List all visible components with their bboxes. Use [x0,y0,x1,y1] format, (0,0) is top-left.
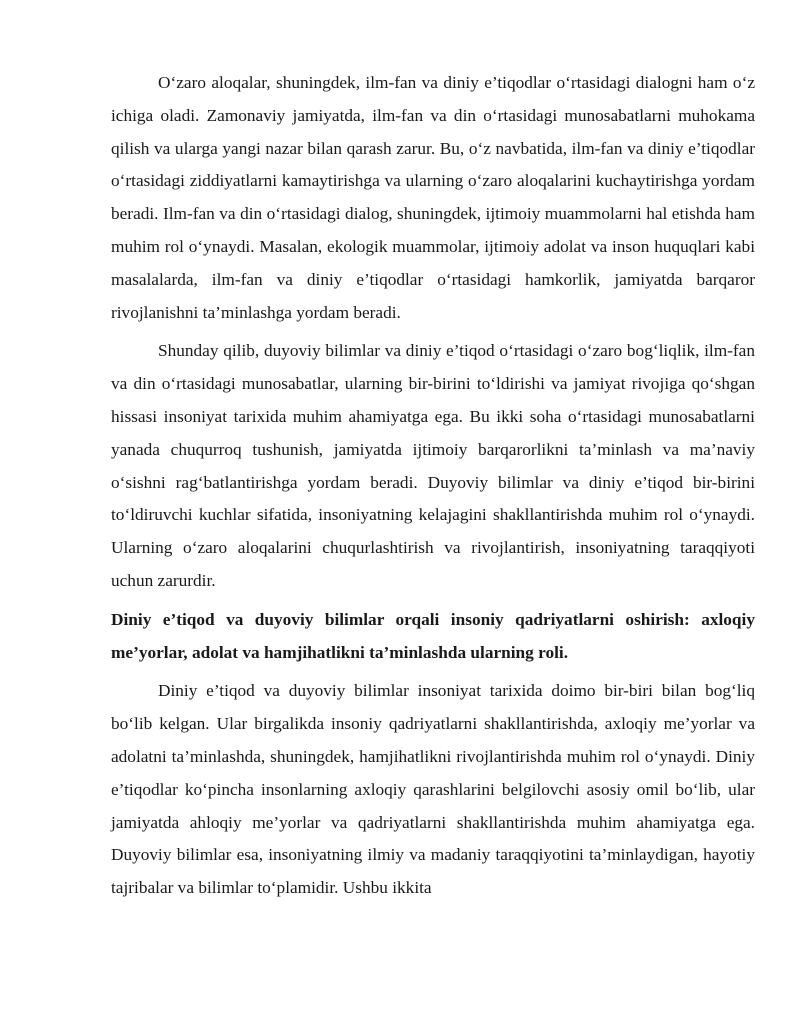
paragraph-2: Shunday qilib, duyoviy bilimlar va diniy e’tiqod o‘rtasidagi o‘zaro bog‘liqlik, ilm-fan va din o‘rtasidagi munosabatlar, ularning bir-birini to‘ldirishi va jamiyat rivojiga qo‘shgan hissasi insoniyat tarixida muhim ahamiyatga ega. Bu ikki soha o‘rtasidagi munosabatlarni yanada chuqurroq tushunish, jamiyatda ijtimoiy barqarorlikni ta’minlash va ma’naviy o‘sishni rag‘batlantirishga yordam beradi. Duyoviy bilimlar va diniy e’tiqod bir-birini to‘ldiruvchi kuchlar sifatida, insoniyatning kelajagini shakllantirishda muhim rol o‘ynaydi. Ularning o‘zaro aloqalarini chuqurlashtirish va rivojlantirish, insoniyatning taraqqiyoti uchun zarurdir. [111,341,755,590]
paragraph-1: O‘zaro aloqalar, shuningdek, ilm-fan va diniy e’tiqodlar o‘rtasidagi dialogni ham o‘z ichiga oladi. Zamonaviy jamiyatda, ilm-fan va din o‘rtasidagi munosabatlarni muhokama qilish va ularga yangi nazar bilan qarash zarur. Bu, o‘z navbatida, ilm-fan va diniy e’tiqodlar o‘rtasidagi ziddiyatlarni kamaytirishga va ularning o‘zaro aloqalarini kuchaytirishga yordam beradi. Ilm-fan va din o‘rtasidagi dialog, shuningdek, ijtimoiy muammolarni hal etishda ham muhim rol o‘ynaydi. Masalan, ekologik muammolar, ijtimoiy adolat va inson huquqlari kabi masalalarda, ilm-fan va diniy e’tiqodlar o‘rtasidagi hamkorlik, jamiyatda barqaror rivojlanishni ta’minlashga yordam beradi. [111,73,755,322]
paragraph-3: Diniy e’tiqod va duyoviy bilimlar insoniyat tarixida doimo bir-biri bilan bog‘liq bo‘lib kelgan. Ular birgalikda insoniy qadriyatlarni shakllantirishda, axloqiy me’yorlar va adolatni ta’minlashda, shuningdek, hamjihatlikni rivojlantirishda muhim rol o‘ynaydi. Diniy e’tiqodlar ko‘pincha insonlarning axloqiy qarashlarini belgilovchi asosiy omil bo‘lib, ular jamiyatda ahloqiy me’yorlar va qadriyatlarni shakllantirishda muhim ahamiyatga ega. Duyoviy bilimlar esa, insoniyatning ilmiy va madaniy taraqqiyotini ta’minlaydigan, hayotiy tajribalar va bilimlar to‘plamidir. Ushbu ikkita [111,681,755,898]
document-body [111,67,755,905]
section-heading: Diniy e’tiqod va duyoviy bilimlar orqali insoniy qadriyatlarni oshirish: axloqiy me’yorlar, adolat va hamjihatlikni ta’minlashda ularning roli. [111,609,755,662]
